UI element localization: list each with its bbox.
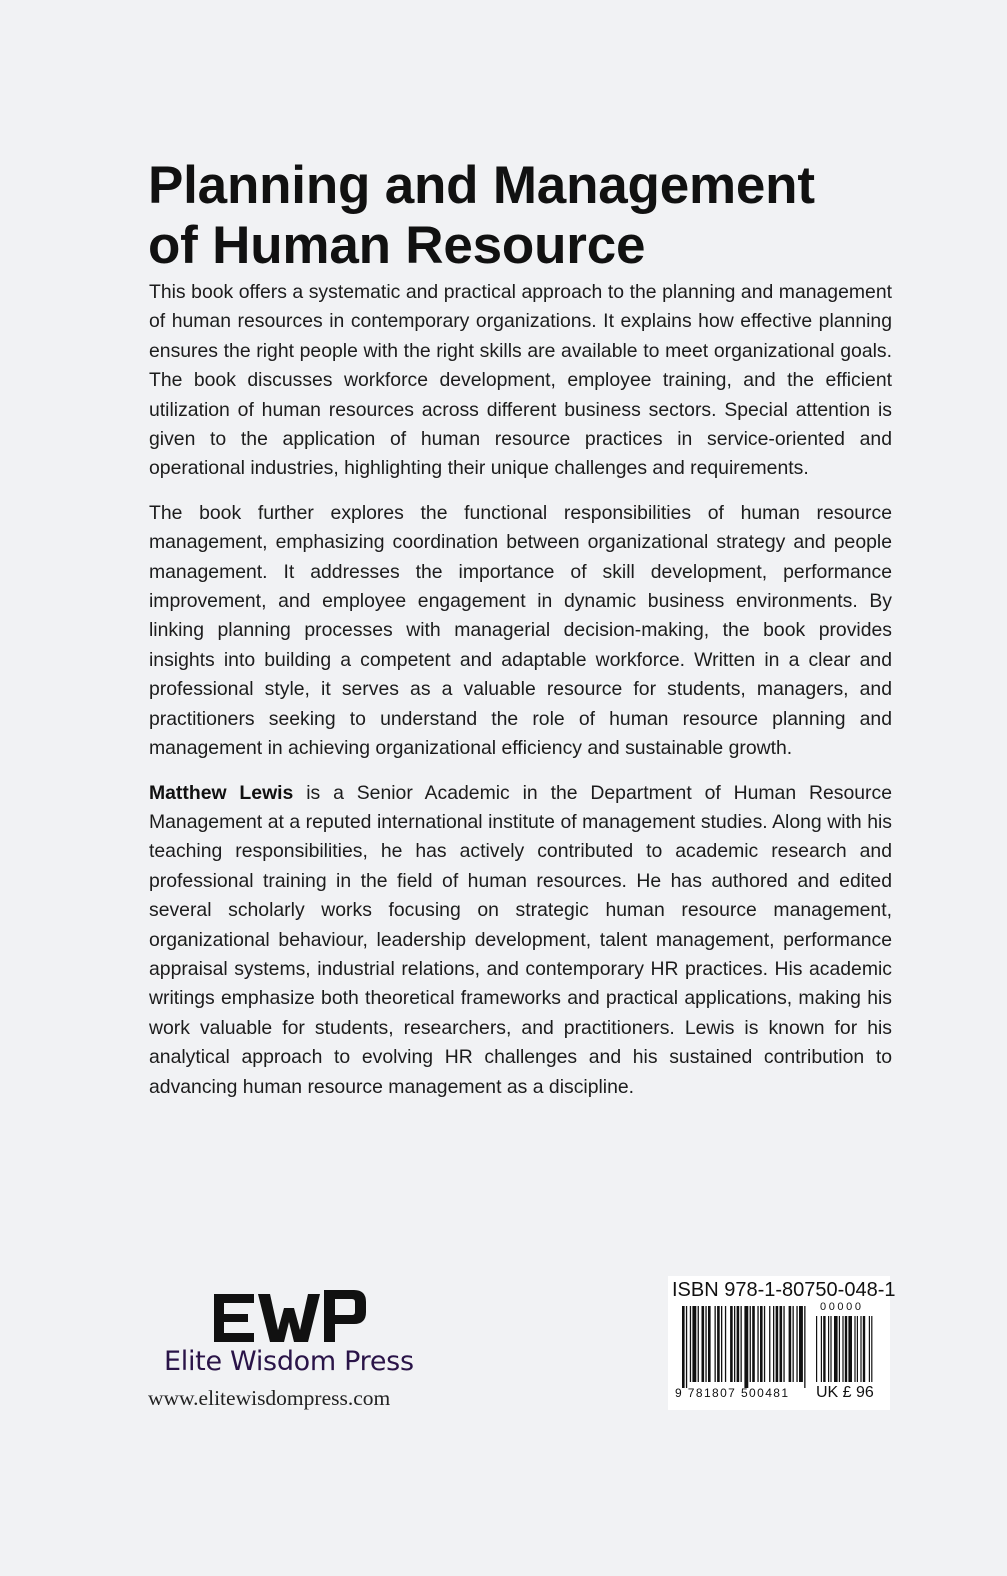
barcode <box>668 1276 896 1410</box>
barcode-bar <box>705 1306 706 1382</box>
barcode-bar <box>717 1306 720 1382</box>
barcode-bar <box>769 1306 770 1382</box>
author-bio-text: is a Senior Academic in the Department of Human Resource Management at a reputed international institute of management studies. Along with his teaching responsibilities, he has actively contributed to academic research and professional training in the field of human resources. He has authored and edited several scholarly works focusing on strategic human resource management, organizational behaviour, leadership development, talent management, performance appraisal systems, industrial relations, and contemporary HR practices. His academic writings emphasize both theoretical frameworks and practical applications, making his work valuable for students, researchers, and practitioners. Lewis is known for his analytical approach to evolving HR challenges and his sustained contribution to advancing human resource management as a discipline. <box>149 781 892 1098</box>
barcode-addon-bar <box>816 1316 817 1382</box>
barcode-addon-bar <box>854 1316 855 1382</box>
barcode-bar <box>730 1306 733 1382</box>
title-line-2: of Human Resource <box>148 216 646 275</box>
price-label: UK £ 96 <box>816 1384 874 1401</box>
publisher-name: Elite Wisdom Press <box>164 1346 414 1377</box>
barcode-bar <box>715 1306 716 1382</box>
barcode-bar <box>789 1306 792 1382</box>
barcode-bar <box>757 1306 758 1382</box>
barcode-addon-bar <box>839 1316 840 1382</box>
barcode-bar <box>690 1306 691 1382</box>
barcode-bar <box>737 1306 740 1382</box>
barcode-addon-bar <box>823 1316 825 1382</box>
barcode-addon-bar <box>834 1316 838 1382</box>
book-title <box>148 156 908 276</box>
barcode-bar <box>682 1306 685 1388</box>
barcode-bar <box>793 1306 794 1382</box>
blurb <box>149 278 892 1117</box>
barcode-addon-bar <box>860 1316 861 1382</box>
barcode-bar <box>796 1306 797 1382</box>
barcode-bar <box>721 1306 722 1382</box>
barcode-bar <box>764 1306 765 1382</box>
barcode-bar <box>734 1306 735 1382</box>
barcode-bar <box>750 1306 751 1382</box>
blurb-paragraph-1: This book offers a systematic and practical approach to the planning and management of human resources in contemporary organizations. It explains how effective planning ensures the right people with the right skills are available to meet organizational goals. The book discusses workforce development, employee training, and the efficient utilization of human resources across different business sectors. Special attention is given to the application of human resource practices in service-oriented and operational industries, highlighting their unique challenges and requirements. <box>149 281 892 480</box>
title-line-1: Planning and Management <box>148 156 815 215</box>
barcode-addon-bar <box>848 1316 852 1382</box>
blurb-paragraph-2: The book further explores the functional responsibilities of human resource management, emphasizing coordination between organizational strategy and people management. It addresses the importance of skill development, performance improvement, and employee engagement in dynamic business environments. By linking planning processes with managerial decision-making, the book provides insights into building a competent and adaptable workforce. Written in a clear and professional style, it serves as a valuable resource for students, managers, and practitioners seeking to understand the role of human resource planning and management in achieving organizational efficiency and sustainable growth. <box>149 501 892 760</box>
barcode-bar <box>752 1306 755 1382</box>
barcode-addon-bar <box>845 1316 847 1382</box>
publisher-logo <box>214 1290 366 1342</box>
barcode-digits: 9 781807 500481 <box>675 1386 790 1400</box>
barcode-bar <box>708 1306 711 1382</box>
barcode-bar <box>773 1306 774 1382</box>
publisher-url: www.elitewisdompress.com <box>148 1386 391 1410</box>
barcode-bar <box>686 1306 687 1388</box>
barcode-addon-bar <box>871 1316 872 1382</box>
barcode-bar <box>783 1306 784 1382</box>
barcode-bar <box>804 1306 805 1388</box>
author-name: Matthew Lewis <box>149 781 294 804</box>
barcode-bar <box>692 1306 696 1382</box>
barcode-bar <box>702 1306 705 1382</box>
barcode-bar <box>760 1306 763 1382</box>
isbn-label: ISBN 978-1-80750-048-1 <box>672 1279 896 1301</box>
barcode-addon-bar <box>828 1316 829 1382</box>
author-bio <box>149 779 892 1102</box>
barcode-bar <box>776 1306 779 1382</box>
barcode-addon-number: 00000 <box>820 1301 864 1313</box>
barcode-addon-bar <box>863 1316 865 1382</box>
barcode-bar <box>780 1306 783 1382</box>
barcode-bar <box>741 1306 742 1382</box>
barcode-bar <box>725 1306 726 1382</box>
barcode-addon-bar <box>830 1316 831 1382</box>
barcode-addon-bar <box>842 1316 843 1382</box>
barcode-addon-bar <box>821 1316 822 1382</box>
barcode-bar <box>744 1306 748 1388</box>
barcode-bar <box>698 1306 699 1382</box>
barcode-bar <box>799 1306 803 1382</box>
barcode-addon-bar <box>857 1316 858 1382</box>
barcode-addon-bar <box>869 1316 870 1382</box>
